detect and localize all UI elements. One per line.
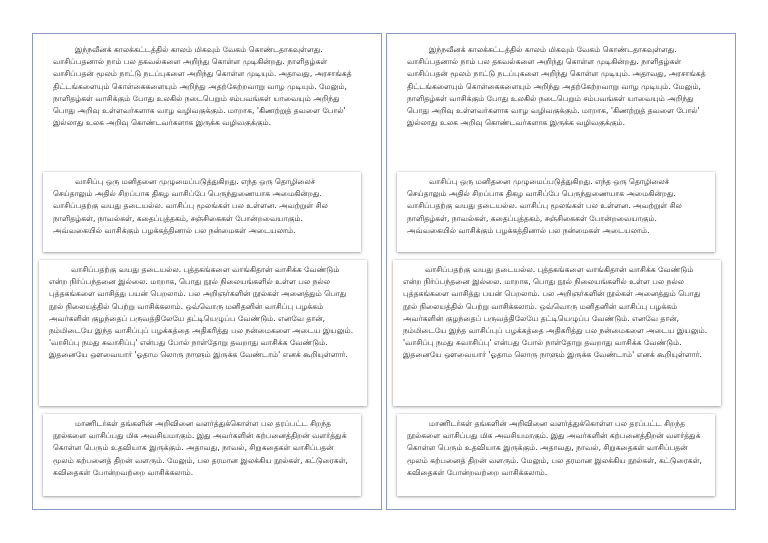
paragraph-1-text: இந்நவீனக் காலக்கட்டத்தில் காலம் மிகவும் வேகம் கொண்டதாகவுள்ளது. வாசிப்பதனால் நாம் பல தகவல்களை அறிந்து கொள்ள முடிகின்றது. நாளிதழ்கள் வாசிப்பதன் மூலம் நாட்டு நடப்புகளை அறிந்து கொள்ள முடியும். அதாவது, அரசாங்கத் திட்டங்களையும் கொள்கைகளையும் அறிந்து அதற்கேற்றவாறு வாழ முடியும். மேலும், நாளிதழ்கள் வாசிக்கும் போது உலகில் நடைபெறும் சம்பவங்கள் யாவையும் அறிந்து பொது அறிவு உள்ளவர்களாக வாழ வழிவகுக்கும். மாறாக, 'கிணற்றுத் தவளை போல்' இல்லாது உலக அறிவு கொண்டவர்களாக இருக்க வழிவகுக்கும்.: [407, 45, 706, 128]
paragraph-1-text: இந்நவீனக் காலக்கட்டத்தில் காலம் மிகவும் வேகம் கொண்டதாகவுள்ளது. வாசிப்பதனால் நாம் பல தகவல்களை அறிந்து கொள்ள முடிகின்றது. நாளிதழ்கள் வாசிப்பதன் மூலம் நாட்டு நடப்புகளை அறிந்து கொள்ள முடியும். அதாவது, அரசாங்கத் திட்டங்களையும் கொள்கைகளையும் அறிந்து அதற்கேற்றவாறு வாழ முடியும். மேலும், நாளிதழ்கள் வாசிக்கும் போது உலகில் நடைபெறும் சம்பவங்கள் யாவையும் அறிந்து பொது அறிவு உள்ளவர்களாக வாழ வழிவகுக்கும். மாறாக, 'கிணற்றுத் தவளை போல்' இல்லாது உலக அறிவு கொண்டவர்களாக இருக்க வழிவகுக்கும்.: [53, 45, 352, 128]
paragraph-3-text: வாசிப்பதற்கு வயது தடையல்ல. புத்தகங்களை வாங்கிதான் வாசிக்க வேண்டும் என்ற நிர்ப்பந்தனை இல்லை. மாறாக, பொது நூல் நிலையங்களில் உள்ள பல நல்ல புத்தகங்களை வாசித்து பயன் பெறலாம். பல அறிஞர்களின் நூல்கள் அனைத்தும் பொது நூல் நிலையத்தில் பெற்று வாசிக்கலாம். ஒவ்வொரு மனிதனின் வாசிப்பு பழக்கம் அவர்களின் குழந்தைப் பருவத்திலேயே தட்டியெழுப்ப வேண்டும். எனவே தான், நம்மிடையே இந்த வாசிப்புப் பழக்கத்தை அதிகரித்து பல நன்மைகளை அடைய இயலும். 'வாசிப்பு நமது சுவாசிப்பு' என்பது போல் நாள்தோறு தவறாது வாசிக்க வேண்டும். இதனையே ஔவையார் 'ஓதாம லொரு நாளும் இருக்க வேண்டாம்' எனக் கூறியுள்ளார்.: [403, 265, 708, 360]
paragraph-4: [397, 414, 715, 496]
paragraph-3: [39, 260, 367, 406]
paragraph-2: [397, 172, 715, 252]
paragraph-1: [43, 40, 361, 164]
paragraph-4-text: மாணிடர்கள் தங்களின் அறிவினை வளர்த்துக்கொள்ள பல தரப்பட்ட சிறந்த நூல்களை வாசிப்பது மிக அவசியமாகும். இது அவர்களின் கற்பனைத்திறன் வளர்த்துக் கொள்ள பெரும் உதவியாக இருக்கும். அதாவது, நாவல், சிறுகதைகள் வாசிப்பதன் மூலம் கற்பனைத் திறன் வளரும். மேலும், பல தரமான இலக்கிய நூல்கள், கட்டுரைகள், கவிதைகள் போன்றவற்றை வாசிக்கலாம்.: [53, 419, 348, 477]
paragraph-4-text: மாணிடர்கள் தங்களின் அறிவினை வளர்த்துக்கொள்ள பல தரப்பட்ட சிறந்த நூல்களை வாசிப்பது மிக அவசியமாகும். இது அவர்களின் கற்பனைத்திறன் வளர்த்துக் கொள்ள பெரும் உதவியாக இருக்கும். அதாவது, நாவல், சிறுகதைகள் வாசிப்பதன் மூலம் கற்பனைத் திறன் வளரும். மேலும், பல தரமான இலக்கிய நூல்கள், கட்டுரைகள், கவிதைகள் போன்றவற்றை வாசிக்கலாம்.: [407, 419, 702, 477]
paragraph-1: [397, 40, 715, 164]
paragraph-3-text: வாசிப்பதற்கு வயது தடையல்ல. புத்தகங்களை வாங்கிதான் வாசிக்க வேண்டும் என்ற நிர்ப்பந்தனை இல்லை. மாறாக, பொது நூல் நிலையங்களில் உள்ள பல நல்ல புத்தகங்களை வாசித்து பயன் பெறலாம். பல அறிஞர்களின் நூல்கள் அனைத்தும் பொது நூல் நிலையத்தில் பெற்று வாசிக்கலாம். ஒவ்வொரு மனிதனின் வாசிப்பு பழக்கம் அவர்களின் குழந்தைப் பருவத்திலேயே தட்டியெழுப்ப வேண்டும். எனவே தான், நம்மிடையே இந்த வாசிப்புப் பழக்கத்தை அதிகரித்து பல நன்மைகளை அடைய இயலும். 'வாசிப்பு நமது சுவாசிப்பு' என்பது போல் நாள்தோறு தவறாது வாசிக்க வேண்டும். இதனையே ஔவையார் 'ஓதாம லொரு நாளும் இருக்க வேண்டாம்' எனக் கூறியுள்ளார்.: [49, 265, 354, 360]
paragraph-4: [43, 414, 361, 496]
paragraph-2: [43, 172, 361, 252]
left-page: [32, 33, 382, 510]
paragraph-2-text: வாசிப்பு ஒரு மனிதனை முழுமைப்படுத்துகிறது. எந்த ஒரு தொழிலைச் செய்தாலும் அதில் சிறப்பாக திகழ வாசிப்பே பெருந்துணையாக அமைகின்றது. வாசிப்பதற்கு வயது தடையல்ல. வாசிப்பு மூலங்கள் பல உள்ளன. அவற்றுள் சில நாளிதழ்கள், நாவல்கள், கதைப்புத்தகம், சஞ்சிகைகள் போன்றவையாகும். அவ்வகையில் வாசிக்கும் பழக்கத்தினால் பல நன்மைகள் அடையலாம்.: [53, 177, 328, 235]
right-page: [386, 33, 736, 510]
paragraph-2-text: வாசிப்பு ஒரு மனிதனை முழுமைப்படுத்துகிறது. எந்த ஒரு தொழிலைச் செய்தாலும் அதில் சிறப்பாக திகழ வாசிப்பே பெருந்துணையாக அமைகின்றது. வாசிப்பதற்கு வயது தடையல்ல. வாசிப்பு மூலங்கள் பல உள்ளன. அவற்றுள் சில நாளிதழ்கள், நாவல்கள், கதைப்புத்தகம், சஞ்சிகைகள் போன்றவையாகும். அவ்வகையில் வாசிக்கும் பழக்கத்தினால் பல நன்மைகள் அடையலாம்.: [407, 177, 682, 235]
paragraph-3: [393, 260, 721, 406]
